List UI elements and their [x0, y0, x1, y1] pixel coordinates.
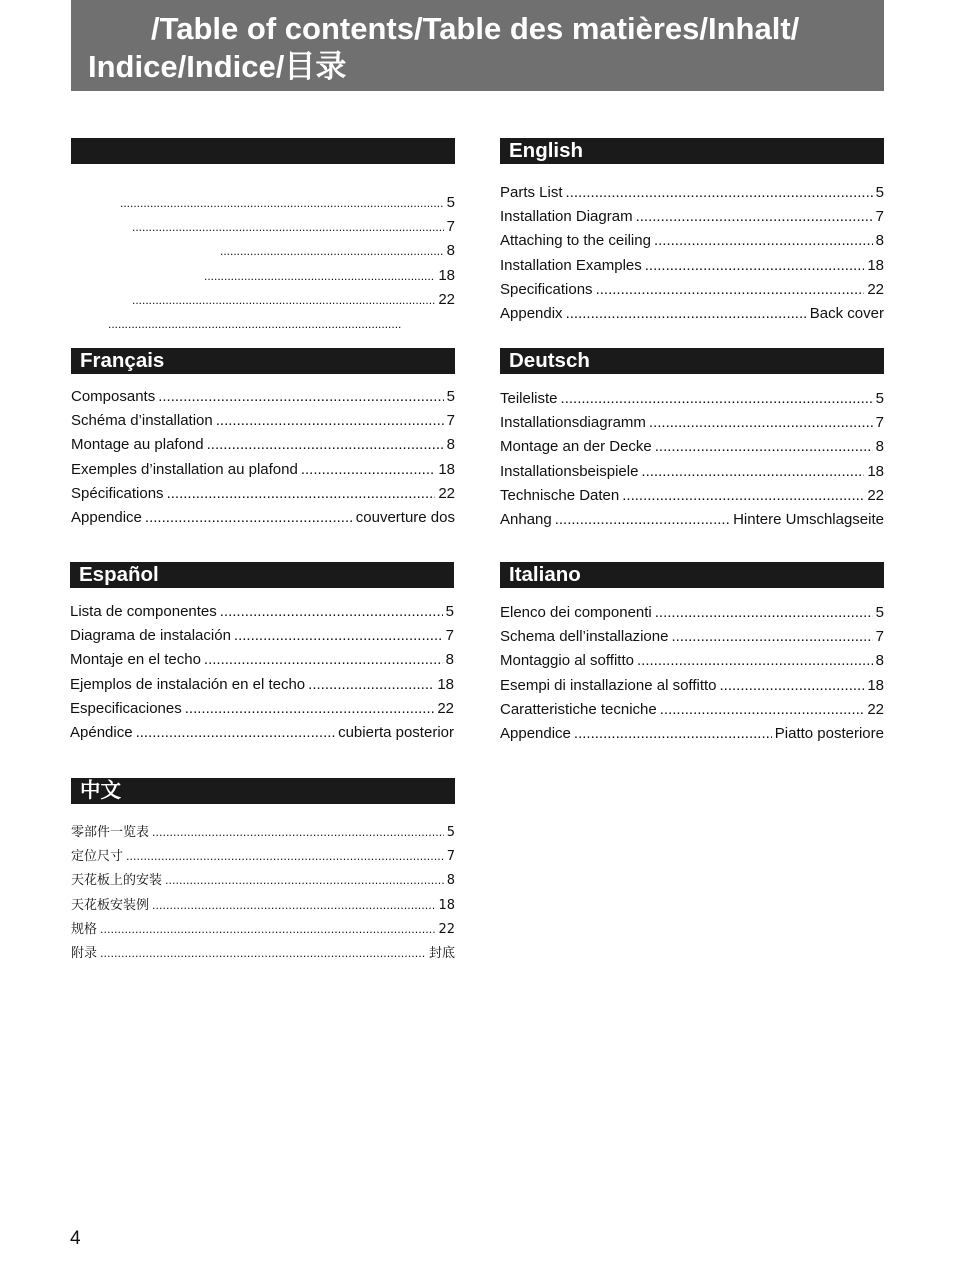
toc-entry[interactable]	[71, 312, 455, 336]
toc-section-espanol	[70, 562, 454, 745]
toc-page: 5	[875, 390, 884, 407]
toc-page: 5	[445, 603, 454, 620]
toc-section-english	[500, 138, 884, 326]
toc-list	[500, 387, 884, 532]
toc-page: 18	[437, 675, 454, 693]
toc-entry[interactable]: Especificaciones ..... 22	[70, 697, 454, 721]
toc-entry[interactable]: Schéma d’installation ..... 7	[71, 409, 455, 433]
section-heading: 中文	[71, 778, 455, 804]
section-heading: Deutsch	[500, 348, 884, 374]
toc-section-deutsch	[500, 348, 884, 532]
toc-page: 5	[446, 388, 455, 405]
toc-page: 8	[875, 232, 884, 250]
toc-entry[interactable]: 天花板安装例 ..... 18	[71, 894, 455, 918]
toc-entry[interactable]: Anhang ..... Hintere Umschlagseite	[500, 508, 884, 532]
title-line-2: Indice/Indice/目录	[88, 49, 347, 84]
toc-entry[interactable]: Caratteristiche tecniche ..... 22	[500, 698, 884, 722]
toc-entry[interactable]: 天花板上的安装 ..... 8	[71, 869, 455, 893]
toc-entry[interactable]: Technische Daten ..... 22	[500, 484, 884, 508]
toc-page: couverture dos	[355, 508, 455, 526]
toc-entry[interactable]: Diagrama de instalación ..... 7	[70, 624, 454, 648]
toc-page: 5	[446, 194, 455, 211]
toc-entry[interactable]: Parts List ..... 5	[500, 181, 884, 205]
toc-entry[interactable]: Lista de componentes ..... 5	[70, 600, 454, 624]
toc-page: 22	[867, 280, 884, 298]
toc-entry[interactable]: 规格 ..... 22	[71, 918, 455, 942]
toc-page: 22	[867, 700, 884, 718]
toc-list	[500, 601, 884, 746]
toc-page: Piatto posteriore	[774, 724, 884, 742]
toc-page: 封底	[428, 945, 455, 961]
toc-page: 7	[445, 627, 454, 645]
toc-page: 8	[446, 242, 455, 260]
toc-page: 18	[867, 676, 884, 694]
title-line-1: /Table of contents/Table des matières/Inhalt/	[151, 11, 800, 46]
toc-section-chinese	[71, 778, 455, 966]
toc-page: 8	[875, 438, 884, 456]
toc-entry[interactable]: Montage an der Decke ..... 8	[500, 435, 884, 459]
toc-entry[interactable]: Installationsbeispiele ..... 18	[500, 460, 884, 484]
section-heading: Italiano	[500, 562, 884, 588]
section-heading	[71, 138, 455, 164]
toc-page: 8	[446, 436, 455, 454]
toc-page: 22	[437, 699, 454, 717]
page-number: 4	[70, 1228, 81, 1249]
toc-page: 22	[867, 486, 884, 504]
toc-entry[interactable]	[71, 215, 455, 239]
toc-entry[interactable]: Montage au plafond ..... 8	[71, 433, 455, 457]
toc-page: 5	[446, 825, 455, 840]
toc-page: 22	[438, 290, 455, 308]
toc-section-italiano	[500, 562, 884, 746]
toc-entry[interactable]: Installation Examples ..... 18	[500, 254, 884, 278]
toc-page: Hintere Umschlagseite	[733, 510, 884, 528]
section-heading: English	[500, 138, 884, 164]
toc-page: 18	[438, 266, 455, 284]
toc-entry[interactable]: Exemples d’installation au plafond ..... 18	[71, 458, 455, 482]
toc-page: 18	[438, 897, 455, 913]
toc-list	[71, 385, 455, 530]
toc-page: 22	[438, 921, 455, 937]
toc-list	[71, 191, 455, 336]
toc-list	[70, 600, 454, 745]
section-heading: Español	[70, 562, 454, 588]
toc-entry[interactable]: 附录 ..... 封底	[71, 942, 455, 966]
toc-entry[interactable]: 定位尺寸 ..... 7	[71, 845, 455, 869]
toc-entry[interactable]: Elenco dei componenti ..... 5	[500, 601, 884, 625]
toc-entry[interactable]: Installationsdiagramm ..... 7	[500, 411, 884, 435]
toc-entry[interactable]: Schema dell’installazione ..... 7	[500, 625, 884, 649]
toc-entry[interactable]: Appendice ..... Piatto posteriore	[500, 722, 884, 746]
toc-page: 22	[438, 484, 455, 502]
toc-page: 8	[875, 652, 884, 670]
toc-entry[interactable]: Esempi di installazione al soffitto ..... 18	[500, 674, 884, 698]
toc-list	[500, 181, 884, 326]
toc-entry[interactable]: Appendice ..... couverture dos	[71, 506, 455, 530]
toc-entry[interactable]: Specifications ..... 22	[500, 278, 884, 302]
toc-page: 7	[446, 412, 455, 430]
toc-entry[interactable]: Appendix ..... Back cover	[500, 302, 884, 326]
toc-entry[interactable]: Composants ..... 5	[71, 385, 455, 409]
toc-list	[71, 821, 455, 966]
toc-page: 7	[446, 218, 455, 236]
toc-entry[interactable]	[71, 191, 455, 215]
toc-entry[interactable]	[71, 239, 455, 263]
toc-page: 5	[875, 184, 884, 201]
section-heading: Français	[71, 348, 455, 374]
toc-entry[interactable]: Montaggio al soffitto ..... 8	[500, 649, 884, 673]
toc-section-blank	[71, 138, 455, 336]
toc-page: 5	[875, 604, 884, 621]
toc-entry[interactable]	[71, 264, 455, 288]
toc-entry[interactable]: 零部件一览表 ..... 5	[71, 821, 455, 845]
toc-page: 7	[875, 208, 884, 226]
page-title	[71, 0, 884, 91]
toc-entry[interactable]: Spécifications ..... 22	[71, 482, 455, 506]
toc-page: 18	[867, 462, 884, 480]
toc-page: 7	[875, 414, 884, 432]
toc-entry[interactable]: Apéndice ..... cubierta posterior	[70, 721, 454, 745]
toc-entry[interactable]: Montaje en el techo ..... 8	[70, 648, 454, 672]
toc-page: 18	[438, 460, 455, 478]
toc-entry[interactable]: Installation Diagram ..... 7	[500, 205, 884, 229]
toc-entry[interactable]: Attaching to the ceiling ..... 8	[500, 229, 884, 253]
toc-entry[interactable]: Teileliste ..... 5	[500, 387, 884, 411]
toc-entry[interactable]: Ejemplos de instalación en el techo ..... 18	[70, 673, 454, 697]
toc-page: Back cover	[809, 304, 884, 322]
toc-section-francais	[71, 348, 455, 530]
toc-page: 18	[867, 256, 884, 274]
toc-page: 8	[446, 873, 455, 889]
toc-page: cubierta posterior	[338, 723, 454, 741]
toc-entry[interactable]	[71, 288, 455, 312]
toc-page: 7	[446, 849, 455, 865]
toc-page: 7	[875, 628, 884, 646]
toc-page: 8	[445, 651, 454, 669]
